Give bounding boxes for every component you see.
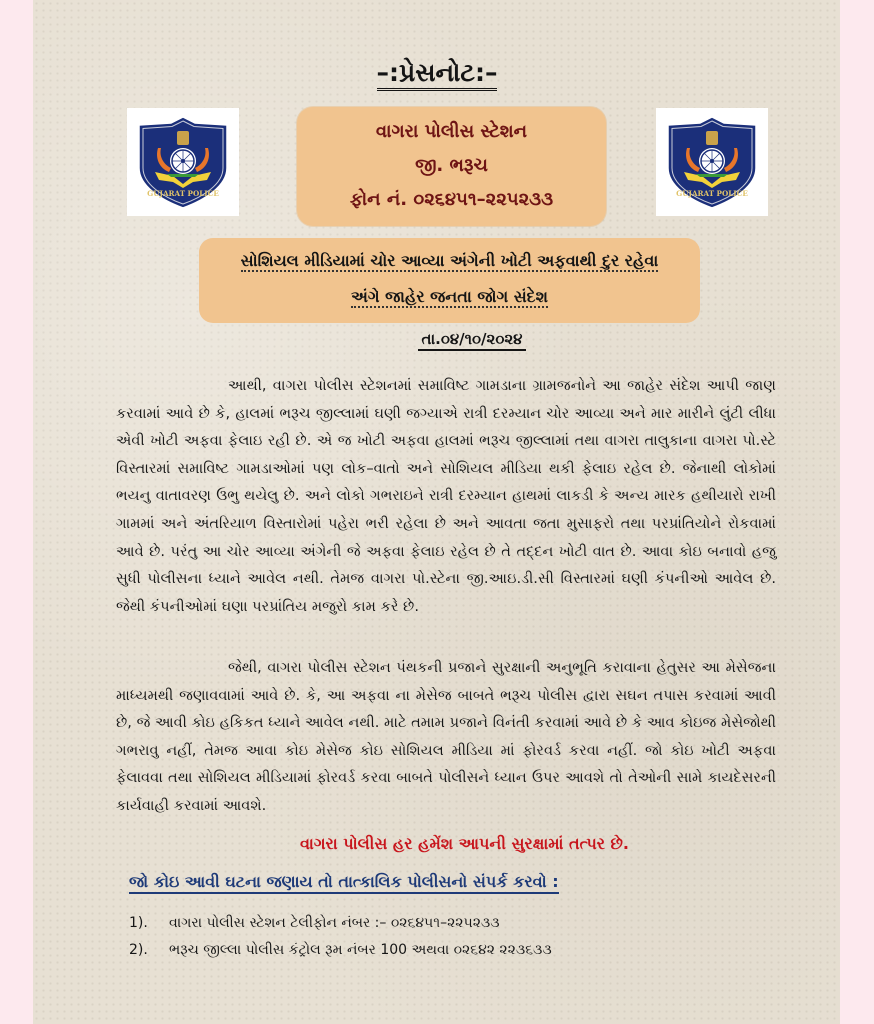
gujarat-police-emblem-icon [133,114,233,210]
body-paragraph-2 [116,654,776,820]
contact-item-number: 1). [129,915,148,931]
contact-heading-text: જો કોઇ આવી ઘટના જણાય તો તાત્કાલિક પોલીસનો સંપર્ક કરવો : [129,872,559,894]
press-note-title [0,58,874,88]
contact-item-text: વાગરા પોલીસ સ્ટેશન ટેલીફોન નંબર :– ૦૨૬૪૫૧–૨૨૫૨૩૩ [169,915,500,931]
police-station-header-box [297,107,606,226]
contact-item-number: 2). [129,942,148,958]
svg-text:GUJARAT POLICE: GUJARAT POLICE [676,189,748,198]
contact-list [129,910,552,964]
contact-item-text: ભરૂચ જીલ્લા પોલીસ કંટ્રોલ રૂમ નંબર 100 અથવા ૦૨૬૪૨ ૨૨૩૬૩૩ [169,942,552,958]
subject-line-2: અંગે જાહેર જનતા જોગ સંદેશ [351,287,548,306]
body-paragraph-1-text: આથી, વાગરા પોલીસ સ્ટેશનમાં સમાવિષ્ટ ગામડાના ગ્રામજનોને આ જાહેર સંદેશ આપી જાણ કરવામાં આવે છે કે, હાલમાં ભરૂચ જીલ્લામાં ઘણી જગ્યાએ રાત્રી દરમ્યાન ચોર આવ્યા અને માર મારીને લુંટી લીધા એવી ખોટી અફવા ફેલાઇ રહી છે. એ જ ખોટી અફવા હાલમાં ભરૂચ જીલ્લામાં તથા વાગરા તાલુકાના વાગરા પો.સ્ટે વિસ્તારમાં સમાવિષ્ટ ગામડાઓમાં પણ લોક–વાતો અને સોશિયલ મીડિયા થકી ફેલાઇ રહેલ છે. જેનાથી લોકોમાં ભયનુ વાતાવરણ ઉભુ થયેલુ છે. અને લોકો ગભરાઇને રાત્રી દરમ્યાન હાથમાં લાકડી કે અન્ય મારક હથીયારો રાખી ગામમાં અને અંતરિયાળ વિસ્તારોમાં પહેરા ભરી રહેલા છે અને આવતા જતા મુસાફરો તથા પરપ્રાંતિયોને રોકવામાં આવે છે. પરંતુ આ ચોર આવ્યા અંગેની જે અફવા ફેલાઇ રહેલ છે તે તદ્દન ખોટી વાત છે. આવા કોઇ બનાવો હજુ સુધી પોલીસના ધ્યાને આવેલ નથી. તેમજ વાગરા પો.સ્ટેના જી.આઇ.ડી.સી વિસ્તારમાં ઘણી કંપનીઓ આવેલ છે. જેથી કંપનીઓમાં ઘણા પરપ્રાંતિય મજુરો કામ કરે છે. [116,377,776,615]
svg-text:GUJARAT POLICE: GUJARAT POLICE [147,189,219,198]
press-note-date: તા.૦૪/૧૦/૨૦૨૪ [418,330,527,351]
station-name: વાગરા પોલીસ સ્ટેશન [375,121,528,142]
station-phone: ફોન નં. ૦૨૬૪૫૧–૨૨૫૨૩૩ [349,189,554,210]
police-tagline-text: વાગરા પોલીસ હર હમેંશ આપની સુરક્ષામાં તત્પર છે. [299,834,630,853]
gujarat-police-emblem-icon [662,114,762,210]
press-note-title-text: –:પ્રેસનોટ:– [377,58,498,91]
date-line [0,330,874,351]
gujarat-police-logo-left [127,108,239,216]
gujarat-police-logo-right [656,108,768,216]
subject-line-1: સોશિયલ મીડિયામાં ચોર આવ્યા અંગેની ખોટી અફવાથી દુર રહેવા [240,251,659,270]
contact-item [129,937,552,964]
contact-item [129,910,552,937]
body-paragraph-1 [116,372,776,620]
station-district: જી. ભરૂચ [415,155,488,176]
police-tagline [0,834,874,854]
subject-box [199,238,700,323]
body-paragraph-2-text: જેથી, વાગરા પોલીસ સ્ટેશન પંથકની પ્રજાને સુરક્ષાની અનુભૂતિ કરાવાના હેતુસર આ મેસેજના માધ્યમથી જણાવવામાં આવે છે. કે, આ અફવા ના મેસેજ બાબતે ભરૂચ પોલીસ દ્વારા સઘન તપાસ કરવામાં આવી છે, જે આવી કોઇ હકિકત ધ્યાને આવેલ નથી. માટે તમામ પ્રજાને વિનંતી કરવામાં આવે છે કે આવ કોઇજ મેસેજોથી ગભરાવુ નહીં, તેમજ આવા કોઇ મેસેજ કોઇ સોશિયલ મીડિયા માં ફોરવર્ડ કરવા નહીં. જો કોઇ ખોટી અફવા ફેલાવવા તથા સોશિયલ મીડિયામાં ફોરવર્ડ કરવા બાબતે પોલીસને ધ્યાન ઉપર આવશે તો તેઓની સામે કાયદેસરની કાર્યવાહી કરવામાં આવશે. [116,659,776,814]
contact-heading [129,872,559,892]
